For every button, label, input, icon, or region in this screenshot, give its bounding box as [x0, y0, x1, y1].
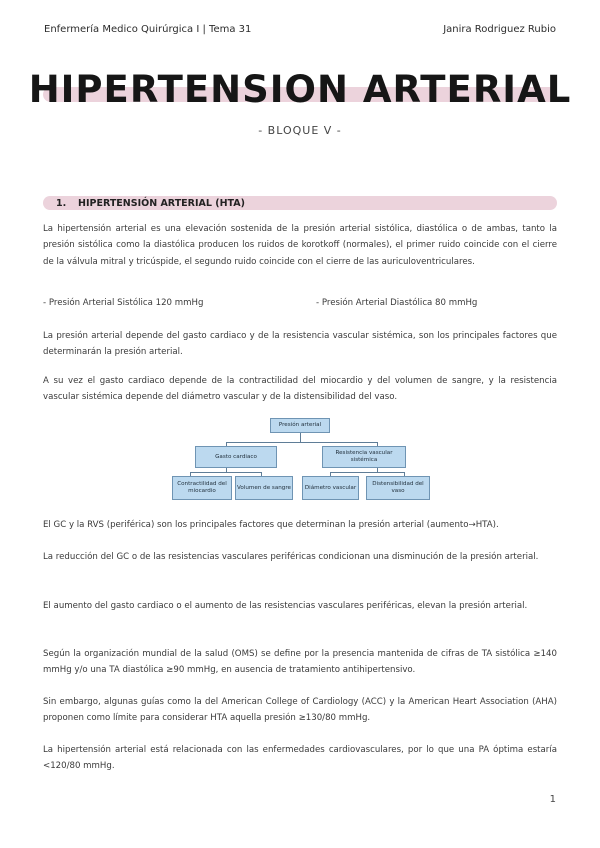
paragraph-oms: Según la organización mundial de la salud (OMS) se define por la presencia mantenida de cifras de TA sistólica ≥140 mmHg y/o una TA diastólica ≥90 mmHg, en ausencia de tratamiento antihipertensivo. — [43, 649, 557, 676]
paragraph-acc-aha: Sin embargo, algunas guías como la del American College of Cardiology (ACC) y la American Heart Association (AHA) proponen como límite para considerar HTA aquella presión ≥130/80 mmHg. — [43, 697, 557, 724]
diagram-rvs: Resistencia vascular sistémica — [322, 446, 406, 468]
diagram-root: Presión arterial — [270, 418, 330, 433]
paragraph-increase: El aumento del gasto cardiaco o el aumento de las resistencias vasculares periféricas, elevan la presión arterial. — [43, 601, 528, 611]
section-title: HIPERTENSIÓN ARTERIAL (HTA) — [78, 198, 245, 209]
header-author: Janira Rodriguez Rubio — [443, 24, 556, 35]
header-course: Enfermería Medico Quirúrgica I | Tema 31 — [44, 24, 252, 35]
systolic-pressure: - Presión Arterial Sistólica 120 mmHg — [43, 298, 204, 308]
paragraph-cardiovascular: La hipertensión arterial está relacionada con las enfermedades cardiovasculares, por lo que una PA óptima estaría <120/80 mmHg. — [43, 745, 557, 772]
diastolic-pressure: - Presión Arterial Diastólica 80 mmHg — [316, 298, 478, 308]
page-title: HIPERTENSION ARTERIAL — [28, 68, 572, 111]
diagram-leaf-volume: Volumen de sangre — [235, 476, 293, 500]
diagram-leaf-distensibility: Distensibilidad del vaso — [366, 476, 430, 500]
blood-pressure-diagram — [170, 416, 432, 502]
paragraph-reduction: La reducción del GC o de las resistencias vasculares periféricas condicionan una disminución de la presión arterial. — [43, 552, 539, 562]
page-number: 1 — [549, 794, 556, 805]
paragraph-gc-rvs: A su vez el gasto cardiaco depende de la contractilidad del miocardio y del volumen de sangre, y la resistencia vascular sistémica depende del diámetro vascular y de la distensibilidad del vaso. — [43, 376, 557, 403]
section-heading — [56, 198, 245, 209]
connector — [190, 472, 262, 473]
diagram-leaf-contractility: Contractilidad del miocardio — [172, 476, 232, 500]
paragraph-definition: La hipertensión arterial es una elevación sostenida de la presión arterial sistólica, diastólica o de ambas, tanto la presión sistólica como la diastólica producen los ruidos de korotkoff (normales), el primer ruido coincide con el cierre de la válvula mitral y tricúspide, el segundo ruido coincide con el cierre de las auriculoventriculares. — [43, 224, 557, 267]
paragraph-determinants: La presión arterial depende del gasto cardiaco y de la resistencia vascular sistémica, son los principales factores que determinarán la presión arterial. — [43, 331, 557, 358]
page-subtitle: - BLOQUE V - — [258, 124, 342, 137]
connector — [330, 472, 405, 473]
diagram-gc: Gasto cardiaco — [195, 446, 277, 468]
diagram-leaf-diameter: Diámetro vascular — [302, 476, 359, 500]
connector — [300, 433, 301, 442]
paragraph-main-factors: El GC y la RVS (periférica) son los principales factores que determinan la presión arterial (aumento→HTA). — [43, 520, 499, 530]
connector — [226, 442, 378, 443]
section-number: 1. — [56, 198, 67, 209]
